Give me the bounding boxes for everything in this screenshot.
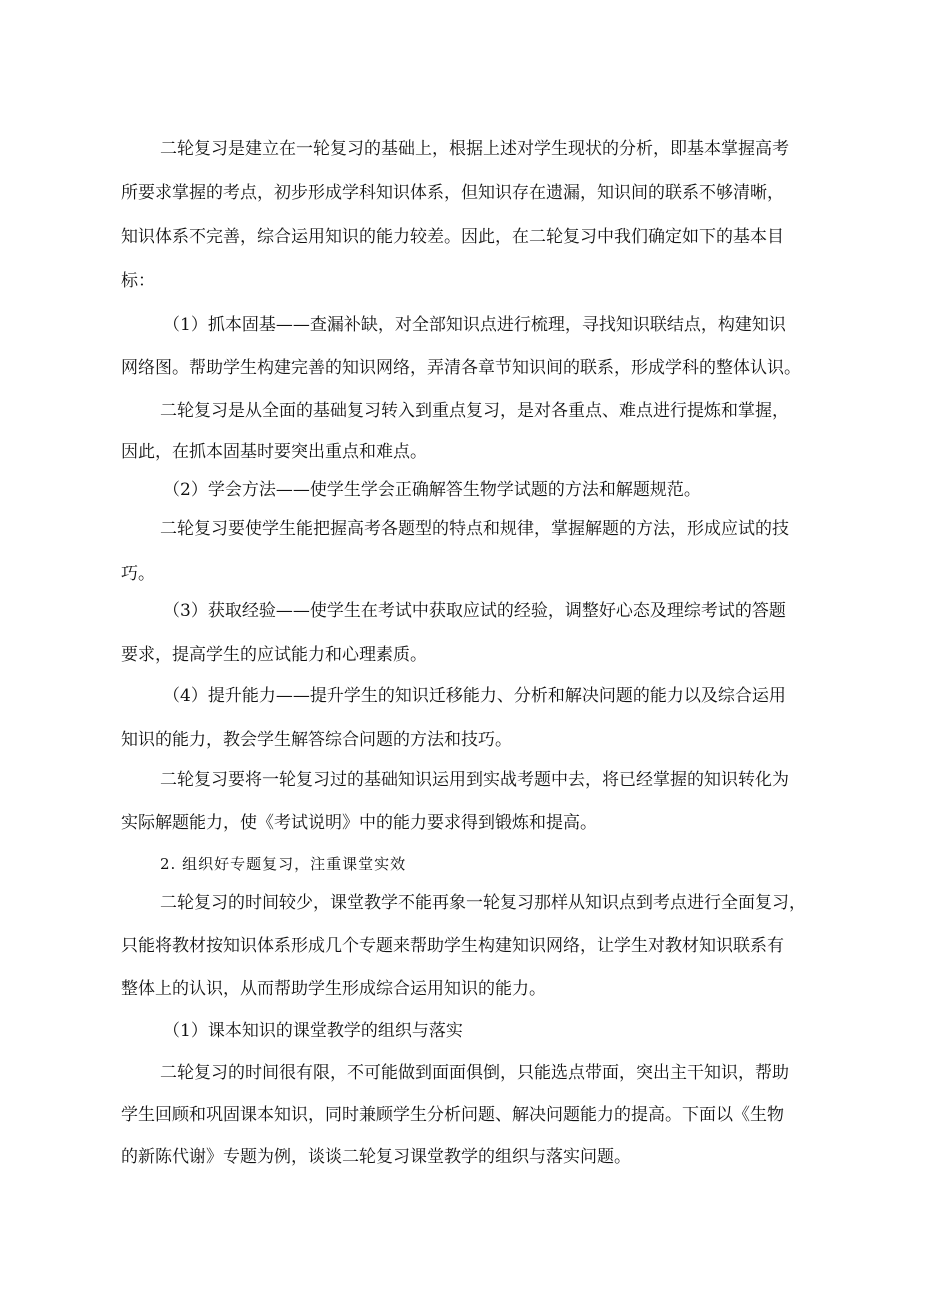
paragraph-line: （2）学会方法——使学生学会正确解答生物学试题的方法和解题规范。: [163, 480, 701, 500]
paragraph-line: 知识的能力，教会学生解答综合问题的方法和技巧。: [121, 730, 512, 750]
paragraph-line: 二轮复习要将一轮复习过的基础知识运用到实战考题中去，将已经掌握的知识转化为: [160, 770, 789, 790]
paragraph-line: 所要求掌握的考点，初步形成学科知识体系，但知识存在遗漏，知识间的联系不够清晰，: [121, 183, 784, 203]
paragraph-line: 二轮复习的时间很有限，不可能做到面面俱倒，只能选点带面，突出主干知识，帮助: [160, 1063, 789, 1083]
section-heading: 2. 组织好专题复习，注重课堂实效: [160, 855, 407, 873]
paragraph-line: 巧。: [121, 564, 155, 584]
paragraph-line: 二轮复习是从全面的基础复习转入到重点复习，是对各重点、难点进行提炼和掌握，: [160, 401, 789, 421]
paragraph-line: 整体上的认识，从而帮助学生形成综合运用知识的能力。: [121, 979, 546, 999]
paragraph-line: 学生回顾和巩固课本知识，同时兼顾学生分析问题、解决问题能力的提高。下面以《生物: [121, 1105, 784, 1125]
paragraph-line: 网络图。帮助学生构建完善的知识网络，弄清各章节知识间的联系，形成学科的整体认识。: [121, 358, 801, 378]
paragraph-line: 的新陈代谢》专题为例，谈谈二轮复习课堂教学的组织与落实问题。: [121, 1147, 631, 1167]
paragraph-line: （3）获取经验——使学生在考试中获取应试的经验，调整好心态及理综考试的答题: [163, 601, 786, 621]
paragraph-line: 实际解题能力，使《考试说明》中的能力要求得到锻炼和提高。: [121, 813, 597, 833]
paragraph-line: 二轮复习要使学生能把握高考各题型的特点和规律，掌握解题的方法，形成应试的技: [160, 519, 789, 539]
paragraph-line: 只能将教材按知识体系形成几个专题来帮助学生构建知识网络，让学生对教材知识联系有: [121, 936, 784, 956]
paragraph-line: 标：: [121, 271, 155, 291]
paragraph-line: 知识体系不完善，综合运用知识的能力较差。因此，在二轮复习中我们确定如下的基本目: [121, 227, 784, 247]
paragraph-line: 二轮复习是建立在一轮复习的基础上，根据上述对学生现状的分析，即基本掌握高考: [160, 139, 789, 159]
paragraph-line: （1）抓本固基——查漏补缺，对全部知识点进行梳理，寻找知识联结点，构建知识: [163, 315, 786, 335]
paragraph-line: （1）课本知识的课堂教学的组织与落实: [163, 1021, 463, 1041]
paragraph-line: （4）提升能力——提升学生的知识迁移能力、分析和解决问题的能力以及综合运用: [163, 686, 786, 706]
paragraph-line: 要求，提高学生的应试能力和心理素质。: [121, 645, 427, 665]
paragraph-line: 因此，在抓本固基时要突出重点和难点。: [121, 442, 427, 462]
paragraph-line: 二轮复习的时间较少，课堂教学不能再象一轮复习那样从知识点到考点进行全面复习，: [160, 893, 806, 913]
